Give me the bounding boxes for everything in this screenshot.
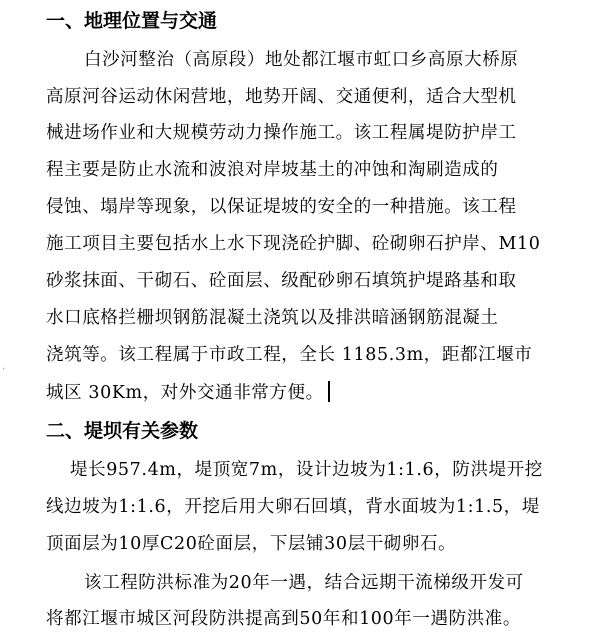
paragraph-line: 白沙河整治（高原段）地处都江堰市虹口乡高原大桥原	[84, 50, 519, 70]
paragraph-line: 将都江堰市城区河段防洪提高到50年和100年一遇防洪准。	[46, 609, 521, 629]
paragraph-line: 砂浆抹面、干砌石、砼面层、级配砂卵石填筑护堤路基和取	[46, 271, 517, 291]
paragraph-line: 该工程防洪标准为20年一遇，结合远期干流梯级开发可	[84, 573, 524, 593]
section-heading-parameters: 二、堤坝有关参数	[46, 420, 199, 442]
paragraph-line: 高原河谷运动休闲营地，地势开阔、交通便利，适合大型机	[46, 87, 517, 107]
paragraph-line: 械进场作业和大规模劳动力操作施工。该工程属堤防护岸工	[46, 123, 517, 143]
paragraph-line: 堤长957.4m，堤顶宽7m，设计边坡为1:1.6，防洪堤开挖	[70, 460, 543, 480]
paragraph-line: 程主要是防止水流和波浪对岸坡基土的冲蚀和淘刷造成的	[46, 160, 499, 180]
paragraph-line: 施工项目主要包括水上水下现浇砼护脚、砼砌卵石护岸、M10	[46, 234, 541, 254]
paragraph-line: 水口底格拦栅坝钢筋混凝土浇筑以及排洪暗涵钢筋混凝土	[46, 308, 499, 328]
paragraph-line: 浇筑等。该工程属于市政工程，全长 1185.3m，距都江堰市	[46, 345, 533, 365]
paragraph-line: 线边坡为1:1.6，开挖后用大卵石回填，背水面坡为1:1.5，堤	[46, 497, 540, 517]
paragraph-line-text: 城区 30Km，对外交通非常方便。	[46, 383, 324, 403]
margin-mark: ·	[2, 364, 6, 375]
paragraph-line: 顶面层为10厚C20砼面层，下层铺30层干砌卵石。	[46, 534, 457, 554]
text-cursor	[328, 381, 330, 402]
paragraph-line: 侵蚀、塌岸等现象，以保证堤坡的安全的一种措施。该工程	[46, 197, 517, 217]
paragraph-line-last[interactable]	[46, 381, 330, 404]
section-heading-location: 一、地理位置与交通	[46, 10, 218, 32]
